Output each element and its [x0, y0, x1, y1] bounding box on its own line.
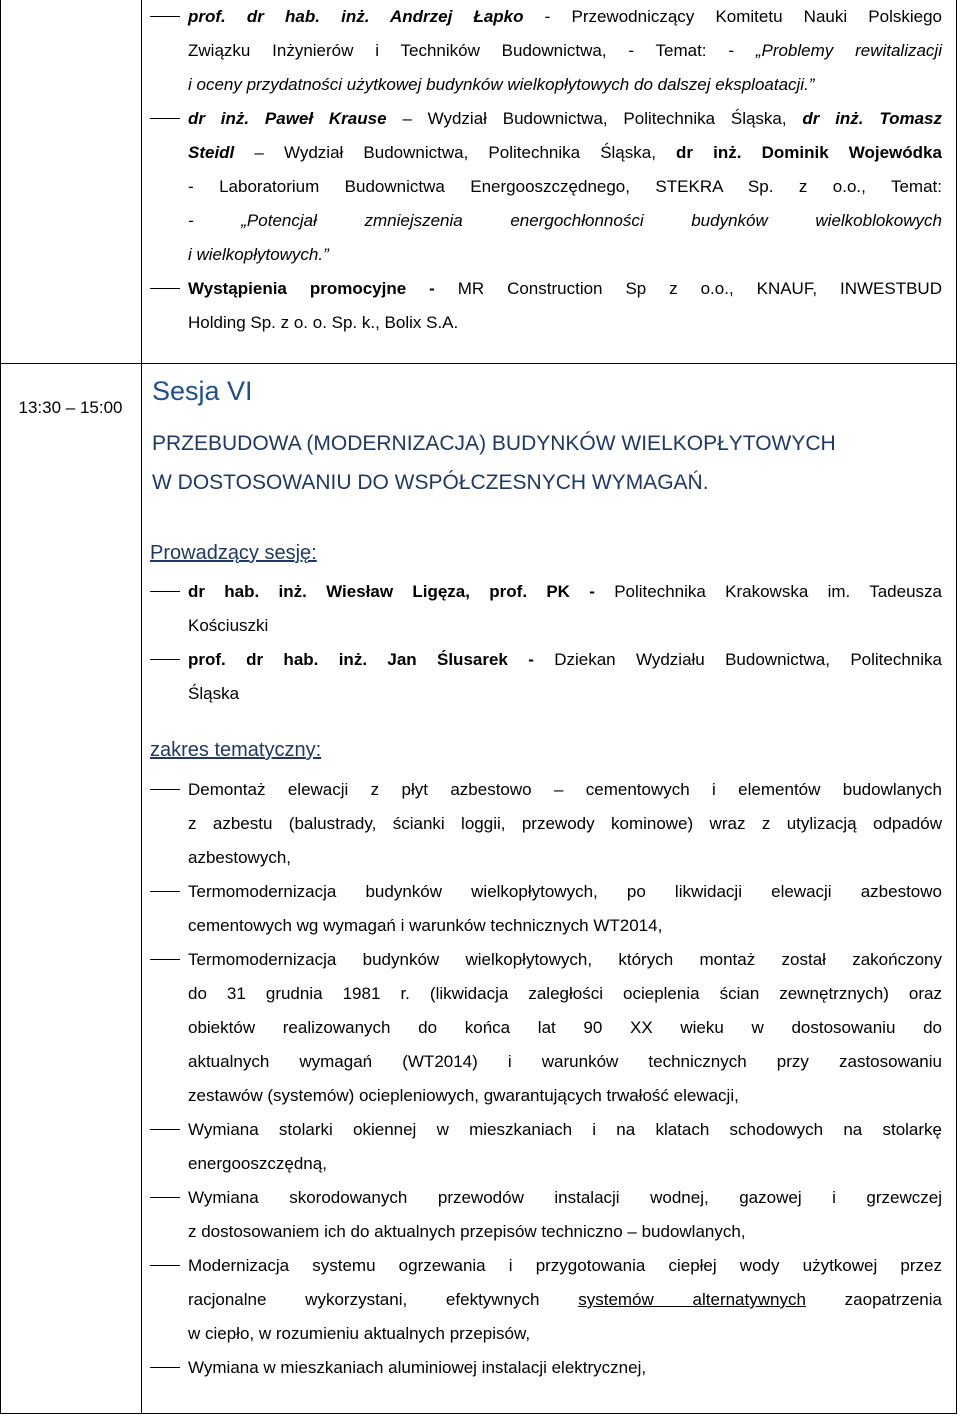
text-line — [188, 1215, 942, 1249]
text-run: i wielkopłytowych.” — [188, 245, 329, 264]
text-run: alternatywnych — [692, 1290, 806, 1309]
text-run: prof. dr hab. inż. Jan Ślusarek - — [188, 650, 555, 669]
text-run: Śląska — [188, 684, 240, 703]
text-run: z dostosowaniem ich do aktualnych przepisów techniczno – budowlanych, — [188, 1222, 746, 1241]
text-run: - Laboratorium Budownictwa Energooszczędnego, STEKRA Sp. z o.o., Temat: — [188, 177, 942, 196]
text-line — [188, 170, 942, 204]
text-run: zaopatrzenia — [805, 1290, 942, 1309]
text-run: dr inż. — [676, 143, 742, 162]
text-line — [188, 1079, 942, 1113]
text-run: „Problemy rewitalizacji — [755, 41, 942, 60]
text-line — [188, 909, 942, 943]
text-line — [188, 575, 942, 609]
text-run: prof. dr hab. inż. Andrzej Łapko — [188, 7, 524, 26]
dash-bullet-icon — [150, 1197, 180, 1198]
dash-bullet-icon — [150, 1367, 180, 1368]
dash-bullet-icon — [150, 659, 180, 660]
list-item — [150, 575, 942, 643]
text-line — [188, 677, 942, 711]
list-item — [150, 943, 942, 1113]
text-line — [188, 238, 942, 272]
text-line — [188, 102, 942, 136]
text-run: w ciepło, w rozumieniu aktualnych przepisów, — [188, 1324, 531, 1343]
text-run: – Wydział Budownictwa, Politechnika Śląska, — [386, 109, 803, 128]
previous-session-speakers — [150, 0, 942, 340]
text-run: dr inż. Paweł Krause — [188, 109, 387, 128]
session-title-line-1: PRZEBUDOWA (MODERNIZACJA) BUDYNKÓW WIELKOPŁYTOWYCH — [152, 432, 836, 455]
text-run: Wymiana stolarki okiennej w mieszkaniach i na klatach schodowych na stolarkę — [188, 1120, 942, 1139]
dash-bullet-icon — [150, 1265, 180, 1266]
session-time: 13:30 – 15:00 — [18, 398, 123, 417]
dash-bullet-icon — [150, 16, 180, 17]
text-run: – Wydział Budownictwa, Politechnika Śląska, — [234, 143, 677, 162]
text-line — [188, 306, 942, 340]
text-run: Dziekan Wydziału Budownictwa, Politechnika — [554, 650, 942, 669]
text-line — [188, 0, 942, 34]
text-line — [188, 1249, 942, 1283]
text-run: z azbestu (balustrady, ścianki loggii, przewody kominowe) wraz z utylizacją odpadów — [188, 814, 942, 833]
text-run: Wymiana w mieszkaniach aluminiowej instalacji elektrycznej, — [188, 1358, 647, 1377]
text-run: dr inż. Tomasz — [802, 109, 942, 128]
column-divider — [141, 0, 142, 1414]
session-title-line-2: W DOSTOSOWANIU DO WSPÓŁCZESNYCH WYMAGAŃ. — [152, 471, 709, 494]
text-run: dr hab. inż. Wiesław Ligęza, prof. PK - — [188, 582, 615, 601]
text-line — [188, 1113, 942, 1147]
topics-heading: zakres tematyczny: — [150, 739, 322, 761]
text-line — [188, 807, 942, 841]
text-run: - „Potencjał zmniejszenia energochłonności budynków wielkoblokowych — [188, 211, 942, 230]
text-run: cementowych wg wymagań i warunków technicznych WT2014, — [188, 916, 663, 935]
text-line — [188, 643, 942, 677]
list-item — [150, 272, 942, 340]
text-run: Dominik Wojewódka — [761, 143, 942, 162]
text-line — [188, 1317, 942, 1351]
dash-bullet-icon — [150, 1129, 180, 1130]
text-line — [188, 34, 942, 68]
dash-bullet-icon — [150, 288, 180, 289]
text-run — [741, 143, 761, 162]
list-item — [150, 875, 942, 943]
chairs-heading: Prowadzący sesję: — [150, 542, 317, 564]
text-run: Steidl — [188, 143, 235, 162]
text-line — [188, 1045, 942, 1079]
dash-bullet-icon — [150, 789, 180, 790]
text-line — [188, 977, 942, 1011]
text-line — [188, 1351, 942, 1385]
text-line — [188, 1147, 942, 1181]
text-run: systemów — [578, 1290, 693, 1309]
text-run: Termomodernizacja budynków wielkopłytowych, których montaż został zakończony — [188, 950, 942, 969]
text-line — [188, 609, 942, 643]
text-run: MR Construction Sp z o.o., KNAUF, INWESTBUD — [457, 279, 942, 298]
text-run: zestawów (systemów) ociepleniowych, gwarantujących trwałość elewacji, — [188, 1086, 739, 1105]
text-line — [188, 875, 942, 909]
text-line — [188, 1011, 942, 1045]
text-line — [188, 841, 942, 875]
dash-bullet-icon — [150, 959, 180, 960]
text-run: aktualnych wymagań (WT2014) i warunków technicznych przy zastosowaniu — [188, 1052, 942, 1071]
text-run: Demontaż elewacji z płyt azbestowo – cementowych i elementów budowlanych — [188, 780, 942, 799]
text-line — [188, 272, 942, 306]
list-item — [150, 1181, 942, 1249]
session-name: Sesja VI — [152, 376, 253, 406]
text-run: obiektów realizowanych do końca lat 90 XX wieku w dostosowaniu do — [188, 1018, 942, 1037]
dash-bullet-icon — [150, 891, 180, 892]
list-item — [150, 1249, 942, 1351]
list-item — [150, 643, 942, 711]
row-divider — [0, 363, 957, 364]
text-line — [188, 136, 942, 170]
list-item — [150, 773, 942, 875]
dash-bullet-icon — [150, 591, 180, 592]
topics-list — [150, 773, 942, 1385]
chairs-section — [150, 537, 942, 711]
text-line — [188, 68, 942, 102]
list-item — [150, 1351, 942, 1385]
text-run: Kościuszki — [188, 616, 269, 635]
text-run: do 31 grudnia 1981 r. (likwidacja zaległości ocieplenia ścian zewnętrznych) oraz — [188, 984, 942, 1003]
text-run: Związku Inżynierów i Techników Budownictwa, - Temat: - — [188, 41, 756, 60]
text-line — [188, 1283, 942, 1317]
list-item — [150, 0, 942, 102]
text-run: Wymiana skorodowanych przewodów instalacji wodnej, gazowej i grzewczej — [188, 1188, 942, 1207]
text-run: i oceny przydatności użytkowej budynków wielkopłytowych do dalszej eksploatacji.” — [188, 75, 815, 94]
chairs-list — [150, 575, 942, 711]
list-item — [150, 1113, 942, 1181]
text-run: energooszczędną, — [188, 1154, 327, 1173]
text-run: azbestowych, — [188, 848, 291, 867]
dash-bullet-icon — [150, 118, 180, 119]
text-line — [188, 943, 942, 977]
session-title — [152, 424, 952, 502]
text-run: Wystąpienia promocyjne - — [188, 279, 458, 298]
text-run: Holding Sp. z o. o. Sp. k., Bolix S.A. — [188, 313, 459, 332]
list-item — [150, 102, 942, 272]
text-run: racjonalne wykorzystani, efektywnych — [188, 1290, 579, 1309]
text-run: Termomodernizacja budynków wielkopłytowych, po likwidacji elewacji azbestowo — [188, 882, 942, 901]
text-run: Politechnika Krakowska im. Tadeusza — [614, 582, 942, 601]
text-line — [188, 773, 942, 807]
text-line — [188, 1181, 942, 1215]
text-run: Modernizacja systemu ogrzewania i przygotowania ciepłej wody użytkowej przez — [188, 1256, 942, 1275]
text-run: - Przewodniczący Komitetu Nauki Polskiego — [523, 7, 942, 26]
topics-section — [150, 733, 942, 1385]
text-line — [188, 204, 942, 238]
